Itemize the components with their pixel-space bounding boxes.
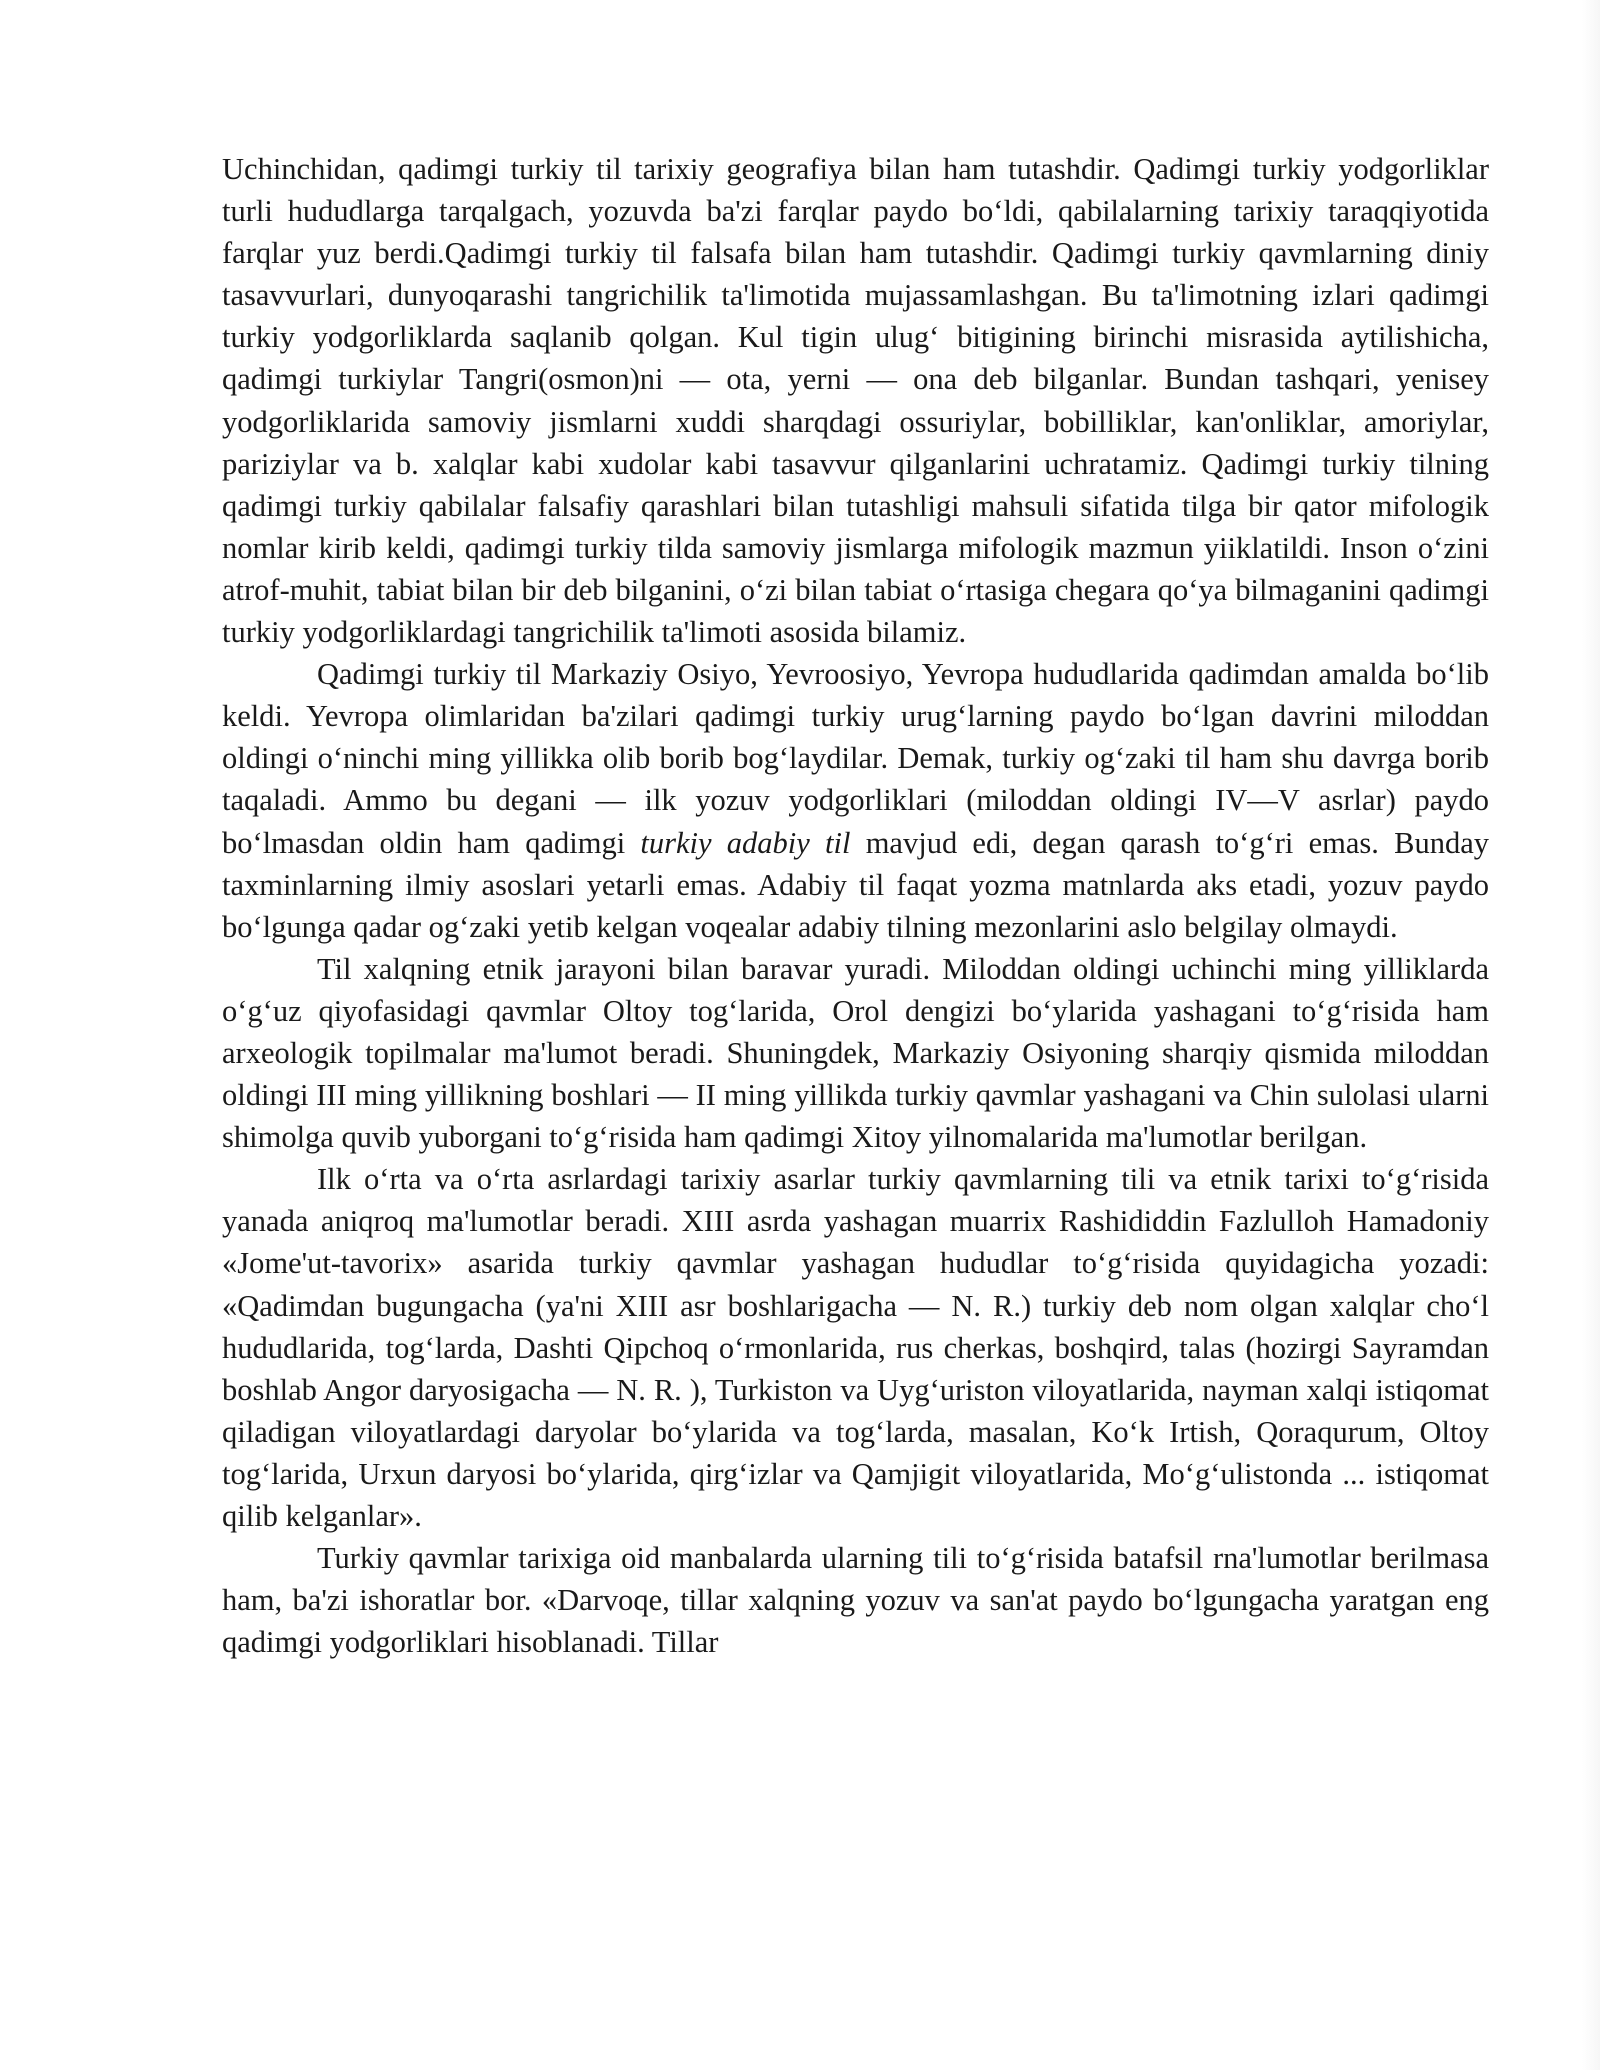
- italic-term: turkiy adabiy til: [640, 825, 851, 860]
- body-text: [222, 148, 1489, 1663]
- paragraph-4: Ilk o‘rta va o‘rta asrlardagi tarixiy asarlar turkiy qavmlarning tili va etnik tarixi to‘g‘risida yanada aniqroq ma'lumotlar beradi. XIII asrda yashagan muarrix Rashididdin Fazlulloh Hamadoniy «Jome'ut-tavorix» asarida turkiy qavmlar yashagan hududlar to‘g‘risida quyidagicha yozadi: «Qadimdan bugungacha (ya'ni XIII asr boshlarigacha — N. R.) turkiy deb nom olgan xalqlar cho‘l hududlarida, tog‘larda, Dashti Qipchoq o‘rmonlarida, rus cherkas, boshqird, talas (hozirgi Sayramdan boshlab Angor daryosigacha — N. R. ), Turkiston va Uyg‘uriston viloyatlarida, nayman xalqi istiqomat qiladigan viloyatlardagi daryolar bo‘ylarida va tog‘larda, masalan, Ko‘k Irtish, Qoraqurum, Oltoy tog‘larida, Urxun daryosi bo‘ylarida, qirg‘izlar va Qamjigit viloyatlarida, Mo‘g‘ulistonda ... istiqomat qilib kelganlar».: [222, 1162, 1489, 1533]
- paragraph-2-text-end: mavjud edi, degan qarash to‘g‘ri emas. Bunday taxminlarning ilmiy asoslari yetarli emas. Adabiy til faqat yozma matnlarda aks etadi, yozuv paydo bo‘lgunga qadar og‘zaki yetib kelgan voqealar adabiy tilning mezonlarini aslo belgilay olmaydi.: [222, 825, 1490, 944]
- paragraph-2-text-start: Qadimgi turkiy til Markaziy Osiyo, Yevroosiyo, Yevropa hududlarida qadimdan amalda bo‘lib keldi. Yevropa olimlaridan ba'zilari qadimgi turkiy urug‘larning paydo bo‘lgan davrini miloddan oldingi o‘ninchi ming yillikka olib borib bog‘laydilar. Demak, turkiy og‘zaki til ham shu davrga borib taqaladi. Ammo bu degani — ilk yozuv yodgorliklari (miloddan oldingi IV—V asrlar) paydo bo‘lmasdan oldin ham qadimgi: [222, 657, 1489, 860]
- paragraph-1: Uchinchidan, qadimgi turkiy til tarixiy geografiya bilan ham tutashdir. Qadimgi turkiy yodgorliklar turli hududlarga tarqalgach, yozuvda ba'zi farqlar paydo bo‘ldi, qabilalarning tarixiy taraqqiyotida farqlar yuz berdi.Qadimgi turkiy til falsafa bilan ham tutashdir. Qadimgi turkiy qavmlarning diniy tasavvurlari, dunyoqarashi tangrichilik ta'limotida mujassamlashgan. Bu ta'limotning izlari qadimgi turkiy yodgorliklarda saqlanib qolgan. Kul tigin ulug‘ bitigining birinchi misrasida aytilishicha, qadimgi turkiylar Tangri(osmon)ni — ota, yerni — ona deb bilganlar. Bundan tashqari, yenisey yodgorliklarida samoviy jismlarni xuddi sharqdagi ossuriylar, bobilliklar, kan'onliklar, amoriylar, pariziylar va b. xalqlar kabi xudolar kabi tasavvur qilganlarini uchratamiz. Qadimgi turkiy tilning qadimgi turkiy qabilalar falsafiy qarashlari bilan tutashligi mahsuli sifatida tilga bir qator mifologik nomlar kirib keldi, qadimgi turkiy tilda samoviy jismlarga mifologik mazmun yiiklatildi. Inson o‘zini atrof-muhit, tabiat bilan bir deb bilganini, o‘zi bilan tabiat o‘rtasiga chegara qo‘ya bilmaganini qadimgi turkiy yodgorliklardagi tangrichilik ta'limoti asosida bilamiz.: [222, 152, 1489, 650]
- paragraph-3: Til xalqning etnik jarayoni bilan baravar yuradi. Miloddan oldingi uchinchi ming yilliklarda o‘g‘uz qiyofasidagi qavmlar Oltoy tog‘larida, Orol dengizi bo‘ylarida yashagani to‘g‘risida ham arxeologik topilmalar ma'lumot beradi. Shuningdek, Markaziy Osiyoning sharqiy qismida miloddan oldingi III ming yillikning boshlari — II ming yillikda turkiy qavmlar yashagani va Chin sulolasi ularni shimolga quvib yuborgani to‘g‘risida ham qadimgi Xitoy yilnomalarida ma'lumotlar berilgan.: [222, 951, 1489, 1155]
- page-edge-shadow: [1582, 0, 1600, 2070]
- paragraph-5: Turkiy qavmlar tarixiga oid manbalarda ularning tili to‘g‘risida batafsil rna'lumotlar berilmasa ham, ba'zi ishoratlar bor. «Darvoqe, tillar xalqning yozuv va san'at paydo bo‘lgungacha yaratgan eng qadimgi yodgorliklari hisoblanadi. Tillar: [222, 1541, 1489, 1660]
- paragraph-2: [222, 653, 1489, 948]
